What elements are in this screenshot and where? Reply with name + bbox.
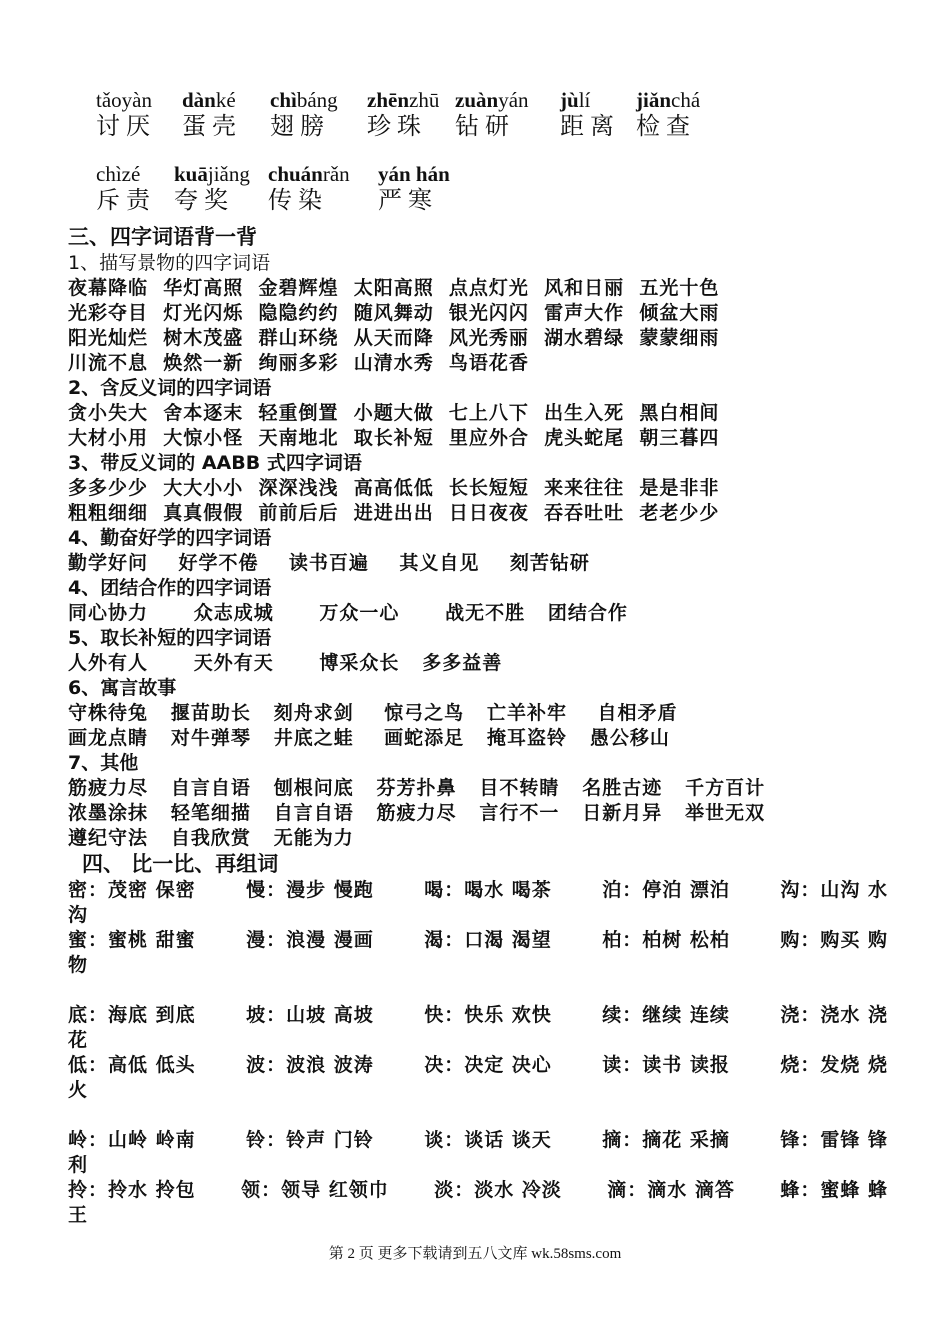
compare-cell: 慢：漫步 慢跑 [246,879,374,901]
pinyin-block-1 [96,88,716,140]
group-heading: 7、其他 [68,752,139,774]
group-heading: 3、带反义词的 AABB 式四字词语 [68,452,362,474]
pinyin-text [268,162,378,186]
section-3-groups [68,251,888,851]
pinyin-text [182,88,270,112]
pinyin-text [560,88,636,112]
pinyin-normal: rǎn [322,162,350,186]
idiom-line: 贪小失大 舍本逐末 轻重倒置 小题大做 七上八下 出生入死 黑白相间 [68,402,720,424]
idiom-line: 光彩夺目 灯光闪烁 隐隐约约 随风舞动 银光闪闪 雷声大作 倾盆大雨 [68,302,720,324]
compare-cell: 烧：发烧 烧 [780,1054,888,1076]
idiom-line: 浓墨涂抹 轻笔细描 自言自语 筋疲力尽 言行不一 日新月异 举世无双 [68,802,766,824]
chinese-word: 检查 [636,112,696,140]
idiom-line: 阳光灿烂 树木茂盛 群山环绕 从天而降 风光秀丽 湖水碧绿 蒙蒙细雨 [68,327,720,349]
compare-cell: 续：继续 连续 [602,1004,730,1026]
section-4-title: 四、 比一比、再组词 [82,852,279,876]
compare-cell: 购：购买 购 [780,929,888,951]
compare-cell: 喝：喝水 喝茶 [424,879,552,901]
idiom-line: 多多少少 大大小小 深深浅浅 高高低低 长长短短 来来往往 是是非非 [68,477,720,499]
compare-cell: 拎：拎水 拎包 [68,1179,196,1201]
idiom-line: 夜幕降临 华灯高照 金碧辉煌 太阳高照 点点灯光 风和日丽 五光十色 [68,277,720,299]
compare-cell: 渴：口渴 渴望 [424,929,552,951]
compare-cell: 漫：浪漫 漫画 [246,929,374,951]
pinyin-cell [270,88,367,140]
pinyin-bold: yán hán [378,162,450,186]
compare-cell: 浇：浇水 浇 [780,1004,888,1026]
pinyin-normal: ké [215,88,236,112]
compare-cell: 底：海底 到底 [68,1004,196,1026]
chinese-word: 传染 [268,186,328,214]
compare-cell: 波：波浪 波涛 [246,1054,374,1076]
pinyin-text [367,88,455,112]
compare-row [68,878,888,903]
compare-row [68,928,888,953]
group-heading: 1、描写景物的四字词语 [68,252,271,274]
pinyin-cell [96,162,174,214]
compare-wrap: 沟 [68,904,89,926]
chinese-word: 珍珠 [367,112,427,140]
idiom-line: 筋疲力尽 自言自语 刨根问底 芬芳扑鼻 目不转睛 名胜古迹 千方百计 [68,777,766,799]
page-footer: 第 2 页 更多下载请到五八文库 wk.58sms.com [328,1246,622,1262]
pinyin-normal: lí [578,88,591,112]
pinyin-cell [636,88,716,140]
compare-cell: 读：读书 读报 [602,1054,730,1076]
pinyin-bold: chì [270,88,297,112]
pinyin-normal: chá [671,88,701,112]
compare-wrap: 物 [68,954,89,976]
compare-cell: 柏：柏树 松柏 [602,929,730,951]
idiom-line: 人外有人 天外有天 博采众长 多多益善 [68,652,503,674]
pinyin-bold: kuā [174,162,208,186]
compare-wrap: 利 [68,1154,89,1176]
group-heading: 2、含反义词的四字词语 [68,377,272,399]
spacer [68,1103,888,1128]
pinyin-normal: chìzé [96,162,141,186]
pinyin-cell [268,162,378,214]
compare-cell: 蜜：蜜桃 甜蜜 [68,929,196,951]
chinese-word: 钻研 [455,112,515,140]
compare-cell: 蜂：蜜蜂 蜂 [780,1179,888,1201]
chinese-word: 讨厌 [96,112,156,140]
compare-cell: 坡：山坡 高坡 [246,1004,374,1026]
pinyin-cell [455,88,560,140]
section-3-title: 三、四字词语背一背 [68,225,257,249]
chinese-word: 斥责 [96,186,156,214]
pinyin-text [378,162,468,186]
idiom-line: 守株待兔 揠苗助长 刻舟求剑 惊弓之鸟 亡羊补牢 自相矛盾 [68,702,678,724]
compare-row [68,1003,888,1028]
compare-cell: 谈：谈话 谈天 [424,1129,552,1151]
chinese-word: 翅膀 [270,112,330,140]
idiom-line: 遵纪守法 自我欣赏 无能为力 [68,827,354,849]
spacer [68,978,888,1003]
pinyin-normal: yán [498,88,529,112]
compare-cell: 铃：铃声 门铃 [246,1129,374,1151]
idiom-line: 粗粗细细 真真假假 前前后后 进进出出 日日夜夜 吞吞吐吐 老老少少 [68,502,720,524]
idiom-line: 大材小用 大惊小怪 天南地北 取长补短 里应外合 虎头蛇尾 朝三暮四 [68,427,720,449]
pinyin-cell [560,88,636,140]
pinyin-text [174,162,268,186]
pinyin-bold: zhēn [367,88,409,112]
compare-cell: 密：茂密 保密 [68,879,196,901]
pinyin-normal: tǎoyàn [96,88,152,112]
pinyin-cell [96,88,182,140]
compare-cell: 决：决定 决心 [424,1054,552,1076]
pinyin-text [455,88,560,112]
compare-cell: 淡：淡水 冷淡 [434,1179,562,1201]
pinyin-normal: jiǎng [207,162,250,186]
pinyin-row [96,162,468,214]
chinese-word: 严寒 [378,186,438,214]
group-heading: 4、团结合作的四字词语 [68,577,272,599]
compare-wrap: 王 [68,1204,89,1226]
pinyin-text [96,162,174,186]
idiom-line: 勤学好问 好学不倦 读书百遍 其义自见 刻苦钻研 [68,552,590,574]
pinyin-normal: báng [296,88,338,112]
compare-cell: 沟：山沟 水 [780,879,888,901]
pinyin-bold: dàn [182,88,216,112]
main-content [68,224,888,1228]
group-heading: 6、寓言故事 [68,677,177,699]
compare-cell: 摘：摘花 采摘 [602,1129,730,1151]
idiom-line: 川流不息 焕然一新 绚丽多彩 山清水秀 鸟语花香 [68,352,529,374]
pinyin-normal: zhū [409,88,440,112]
pinyin-row [96,88,716,140]
pinyin-bold: jiǎn [636,88,672,112]
compare-cell: 岭：山岭 岭南 [68,1129,196,1151]
pinyin-text [270,88,367,112]
compare-row [68,1178,888,1203]
compare-wrap: 火 [68,1079,89,1101]
idiom-line: 同心协力 众志成城 万众一心 战无不胜 团结合作 [68,602,628,624]
group-heading: 5、取长补短的四字词语 [68,627,272,649]
pinyin-bold: zuàn [455,88,499,112]
compare-cell: 领：领导 红领巾 [241,1179,389,1201]
compare-cell: 低：高低 低头 [68,1054,196,1076]
pinyin-bold: jù [560,88,579,112]
compare-cell: 锋：雷锋 锋 [780,1129,888,1151]
idiom-line: 画龙点睛 对牛弹琴 井底之蛙 画蛇添足 掩耳盗铃 愚公移山 [68,727,670,749]
pinyin-cell [182,88,270,140]
chinese-word: 夸奖 [174,186,234,214]
pinyin-bold: chuán [268,162,323,186]
compare-row [68,1053,888,1078]
pinyin-text [96,88,182,112]
compare-cell: 快：快乐 欢快 [424,1004,552,1026]
chinese-word: 距离 [560,112,620,140]
pinyin-cell [378,162,468,214]
pinyin-cell [367,88,455,140]
compare-row [68,1128,888,1153]
group-heading: 4、勤奋好学的四字词语 [68,527,272,549]
pinyin-block-2 [96,162,468,214]
pinyin-cell [174,162,268,214]
section-4-rows [68,878,888,1228]
compare-cell: 泊：停泊 漂泊 [602,879,730,901]
compare-wrap: 花 [68,1029,89,1051]
chinese-word: 蛋壳 [182,112,242,140]
compare-cell: 滴：滴水 滴答 [607,1179,735,1201]
pinyin-text [636,88,716,112]
